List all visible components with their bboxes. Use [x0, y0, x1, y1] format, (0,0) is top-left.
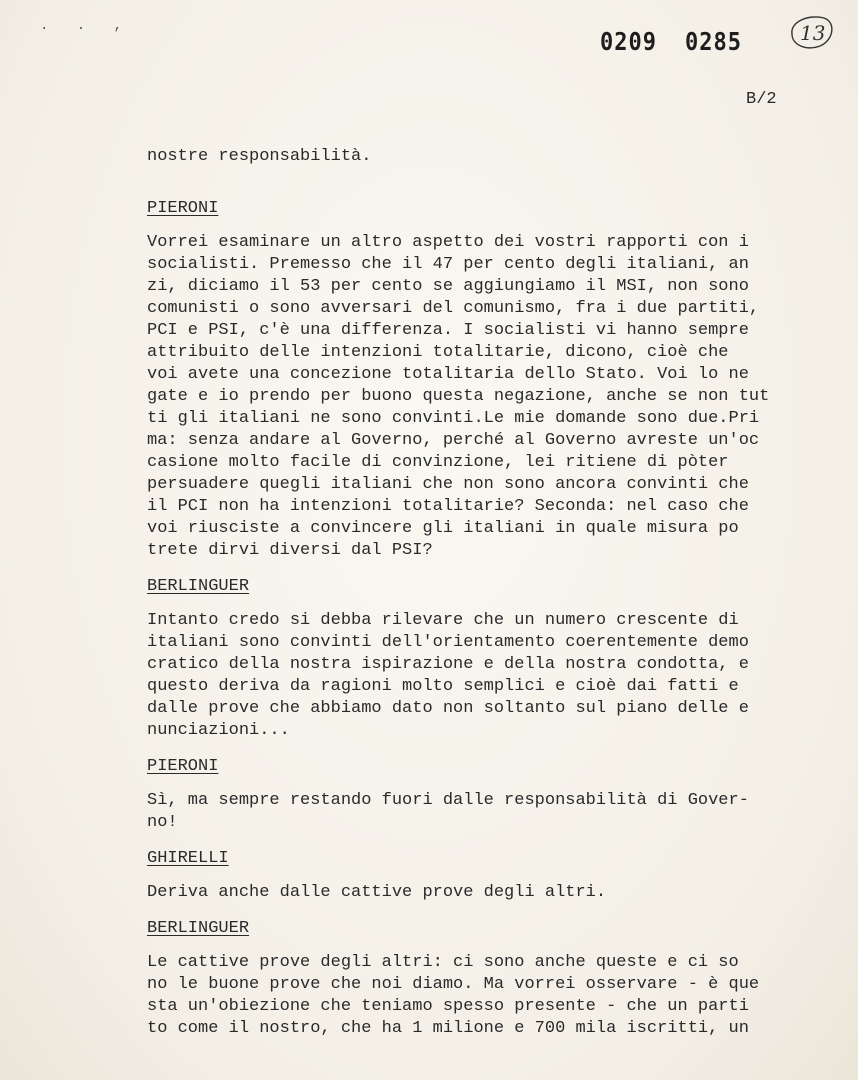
speaker-name: BERLINGUER [147, 919, 250, 938]
text-line: Le cattive prove degli altri: ci sono anche queste e ci so [147, 953, 739, 972]
text-line: Intanto credo si debba rilevare che un numero crescente di [147, 611, 739, 630]
text-line: dalle prove che abbiamo dato non soltanto sul piano delle e [147, 699, 749, 718]
text-line: cratico della nostra ispirazione e della nostra condotta, e [147, 655, 749, 674]
speaker-name: BERLINGUER [147, 577, 250, 596]
document-body [147, 146, 787, 1040]
text-line: gate e io prendo per buono questa negazione, anche se non tut [147, 387, 770, 406]
speech-block [147, 882, 787, 904]
speech-block [147, 952, 787, 1040]
speaker-name: PIERONI [147, 757, 219, 776]
archive-stamp [600, 28, 770, 57]
speaker-name: GHIRELLI [147, 849, 229, 868]
text-line: socialisti. Premesso che il 47 per cento degli italiani, an [147, 255, 749, 274]
text-line: PCI e PSI, c'è una differenza. I socialisti vi hanno sempre [147, 321, 749, 340]
text-line: comunisti o sono avversari del comunismo, fra i due partiti, [147, 299, 760, 318]
handwritten-page-number [786, 12, 836, 52]
stamp-number-2: 0285 [684, 28, 742, 57]
text-line: voi riusciste a convincere gli italiani in quale misura po [147, 519, 739, 538]
text-line: il PCI non ha intenzioni totalitarie? Seconda: nel caso che [147, 497, 749, 516]
text-line: no! [147, 813, 178, 832]
text-line: voi avete una concezione totalitaria dello Stato. Voi lo ne [147, 365, 749, 384]
speech-block [147, 790, 787, 834]
text-line: Deriva anche dalle cattive prove degli altri. [147, 883, 607, 902]
stamp-number-1: 0209 [600, 28, 657, 57]
text-line: italiani sono convinti dell'orientamento coerentemente demo [147, 633, 749, 652]
page-reference: B/2 [746, 90, 777, 109]
dialogue-section [147, 184, 787, 562]
handwritten-number-text: 13 [800, 21, 826, 45]
dialogue-section [147, 742, 787, 834]
text-line: sta un'obiezione che teniamo spesso presente - che un parti [147, 997, 749, 1016]
text-line: ma: senza andare al Governo, perché al Governo avreste un'oc [147, 431, 760, 450]
text-line: persuadere quegli italiani che non sono ancora convinti che [147, 475, 749, 494]
speech-block [147, 232, 787, 562]
text-line: casione molto facile di convinzione, lei ritiene di pòter [147, 453, 729, 472]
speech-block [147, 610, 787, 742]
text-line: nunciazioni... [147, 721, 290, 740]
text-line: ti gli italiani ne sono convinti.Le mie domande sono due.Pri [147, 409, 760, 428]
text-line: no le buone prove che noi diamo. Ma vorrei osservare - è que [147, 975, 760, 994]
text-line: Sì, ma sempre restando fuori dalle responsabilità di Gover- [147, 791, 749, 810]
text-line: questo deriva da ragioni molto semplici e cioè dai fatti e [147, 677, 739, 696]
text-line: to come il nostro, che ha 1 milione e 700 mila iscritti, un [147, 1019, 749, 1038]
dialogue-section [147, 562, 787, 742]
text-line: Vorrei esaminare un altro aspetto dei vostri rapporti con i [147, 233, 749, 252]
text-line: zi, diciamo il 53 per cento se aggiungiamo il MSI, non sono [147, 277, 749, 296]
dialogue-section [147, 834, 787, 904]
corner-marks: . . , [40, 18, 133, 34]
text-line: trete dirvi diversi dal PSI? [147, 541, 433, 560]
opening-line: nostre responsabilità. [147, 147, 372, 166]
dialogue-section [147, 904, 787, 1040]
text-line: attribuito delle intenzioni totalitarie, dicono, cioè che [147, 343, 729, 362]
speaker-name: PIERONI [147, 199, 219, 218]
